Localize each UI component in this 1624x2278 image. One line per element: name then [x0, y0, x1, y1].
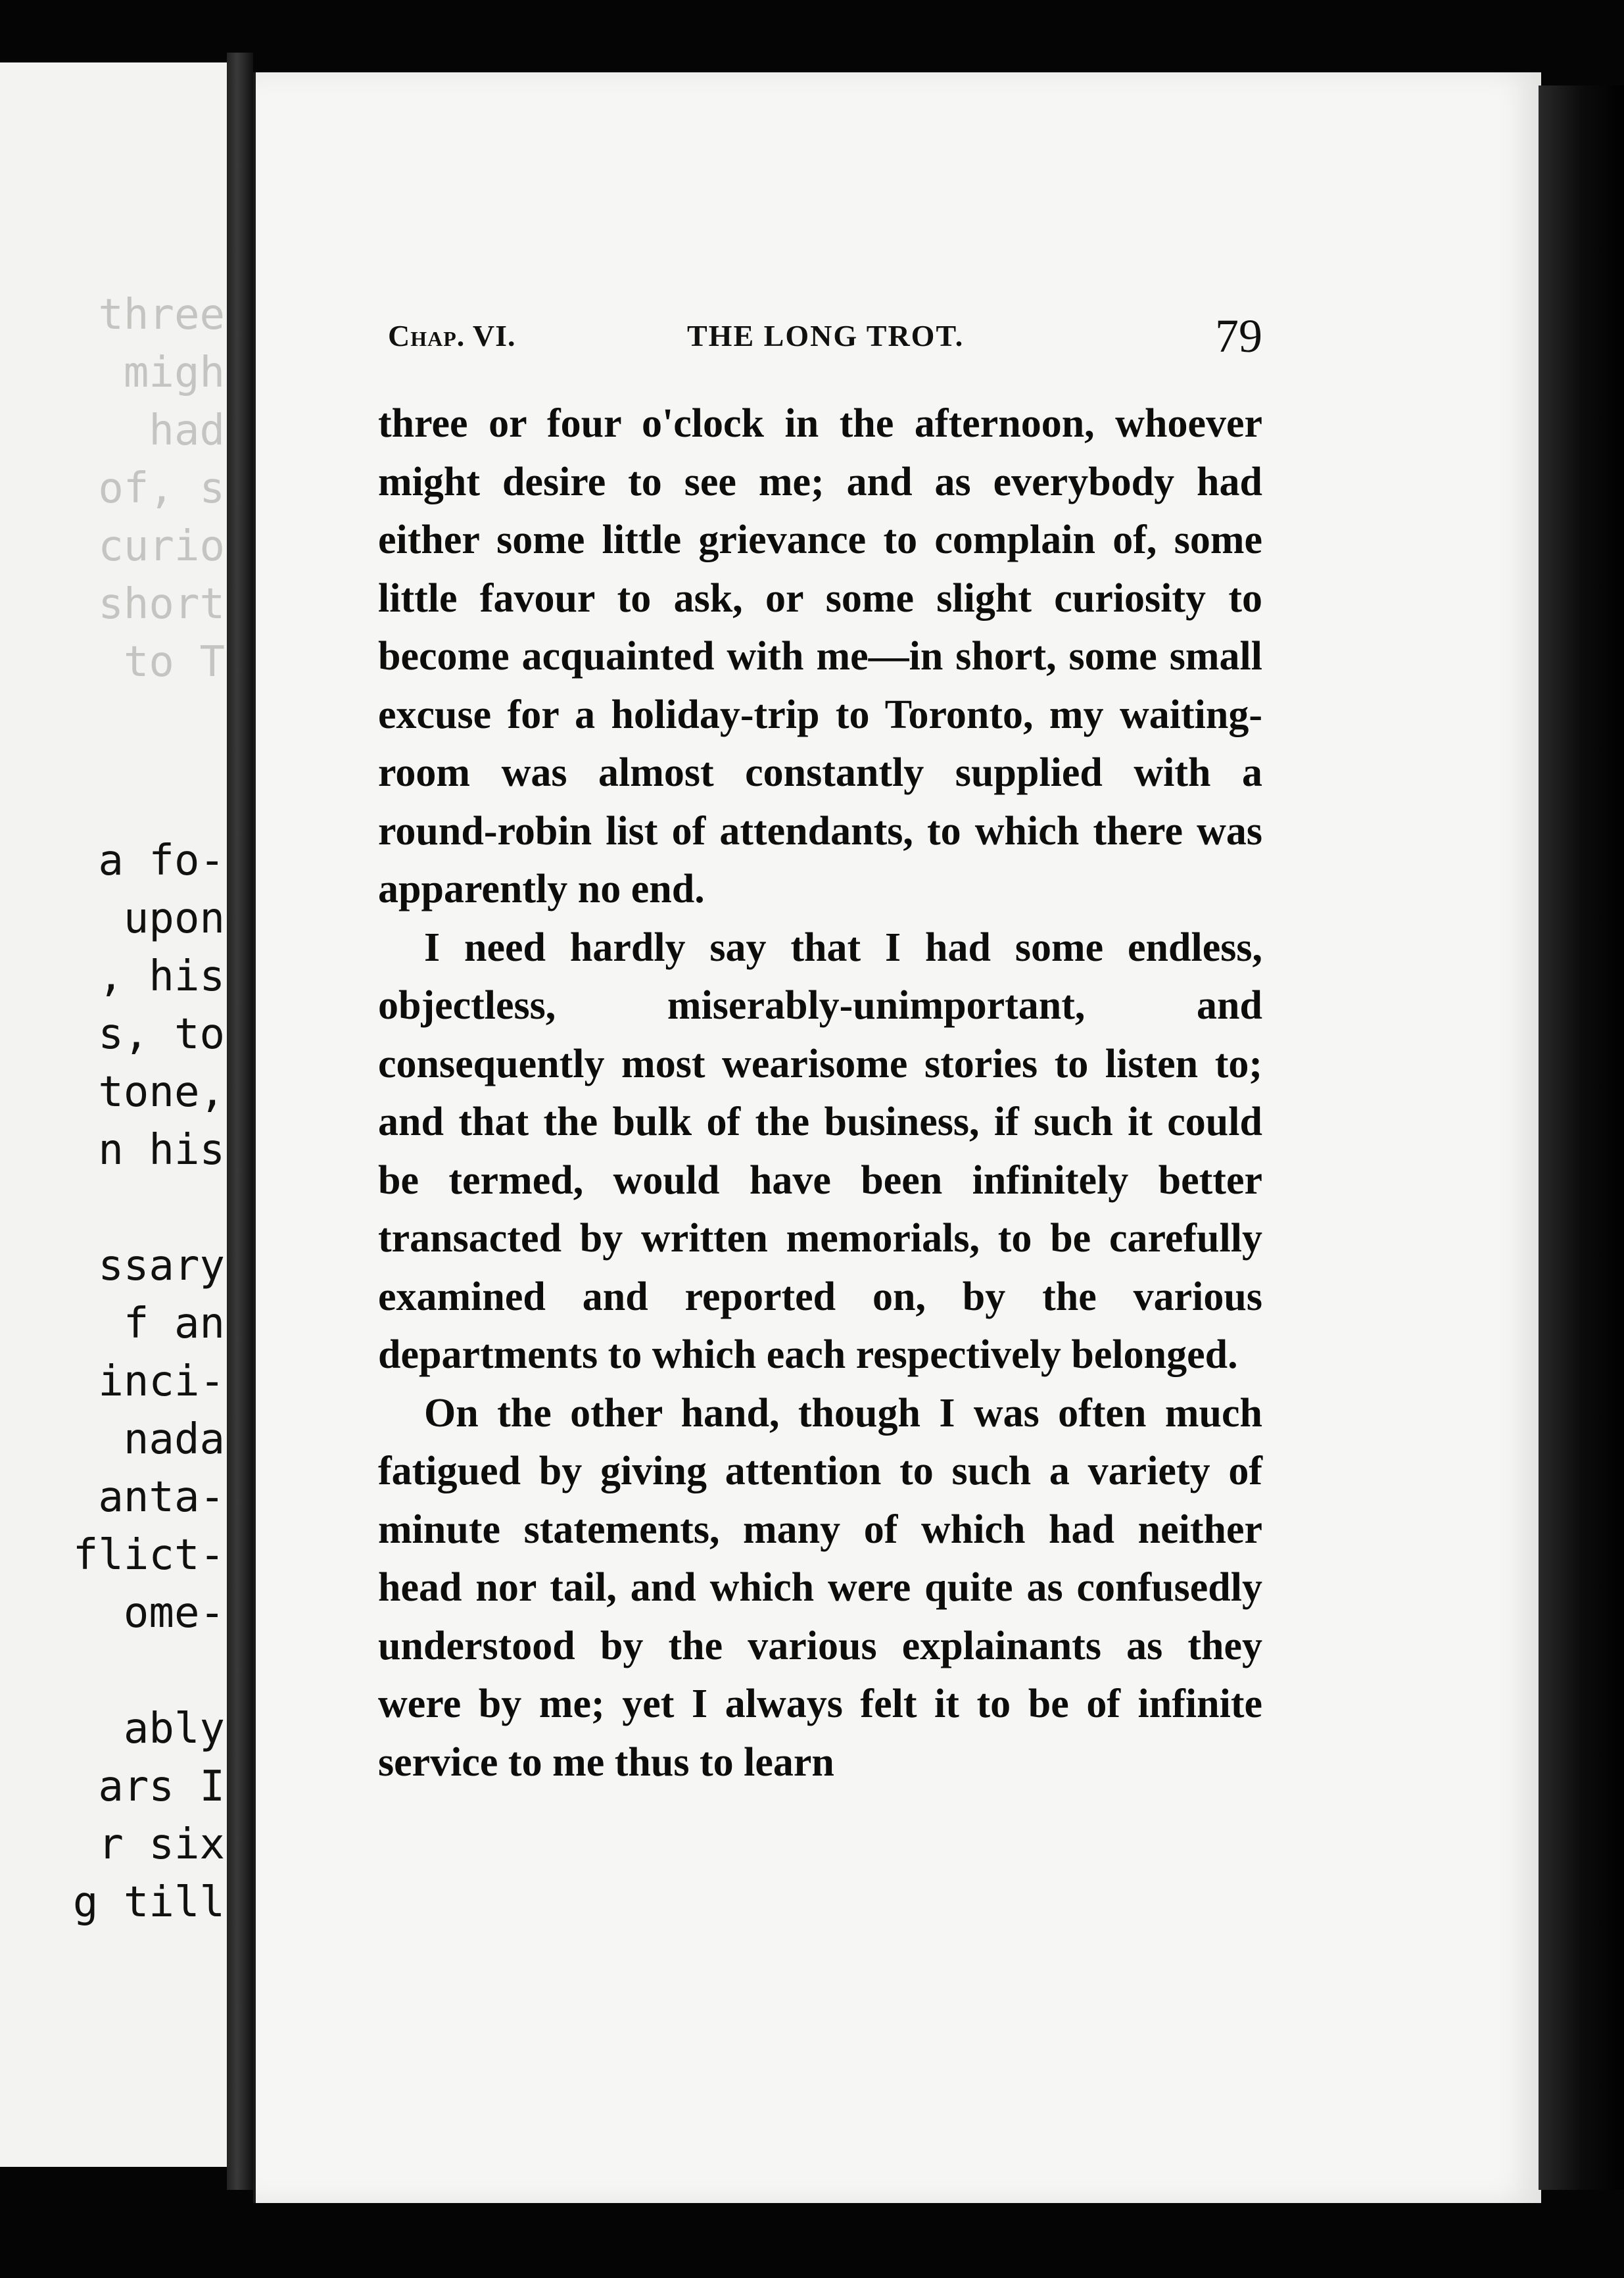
- running-header: [388, 309, 1262, 375]
- chapter-label: Chap. VI.: [388, 319, 516, 352]
- book-gutter: [227, 53, 253, 2190]
- book-edge: [1539, 85, 1624, 2190]
- page-number: 79: [1215, 310, 1262, 362]
- left-page-faint-fragments: three migh had of, s curio short to T: [98, 291, 225, 687]
- left-page-text-fragments: a fo- upon , his s, to tone, n his ssary f an inci- nada anta- flict- ome- ably ars I r six g till: [72, 836, 225, 1927]
- paragraph-1: three or four o'clock in the afternoon, whoever might desire to see me; and as everybody had either some little grievance to complain of, some little favour to ask, or some slight curiosity to become acquainted with me—in short, some small excuse for a holiday-trip to Toronto, my waiting-room was almost constantly supplied with a round-robin list of attendants, to which there was apparently no end.: [378, 401, 1262, 911]
- body-text: [378, 395, 1262, 1791]
- paragraph-3: On the other hand, though I was often much fatigued by giving attention to such a variety of minute statements, many of which had neither head nor tail, and which were quite as confusedly understood by the various explainants as they were by me; yet I always felt it to be of infinite service to me thus to learn: [378, 1390, 1262, 1785]
- facing-left-page: [0, 62, 241, 2167]
- running-title: THE LONG TROT.: [687, 319, 965, 352]
- paragraph-2: I need hardly say that I had some endless, objectless, miserably-unimportant, and consequently most wearisome stories to listen to; and that the bulk of the business, if such it could be termed, would have been infinitely better transacted by written memorials, to be carefully examined and reported on, by the various departments to which each respectively belonged.: [378, 925, 1262, 1377]
